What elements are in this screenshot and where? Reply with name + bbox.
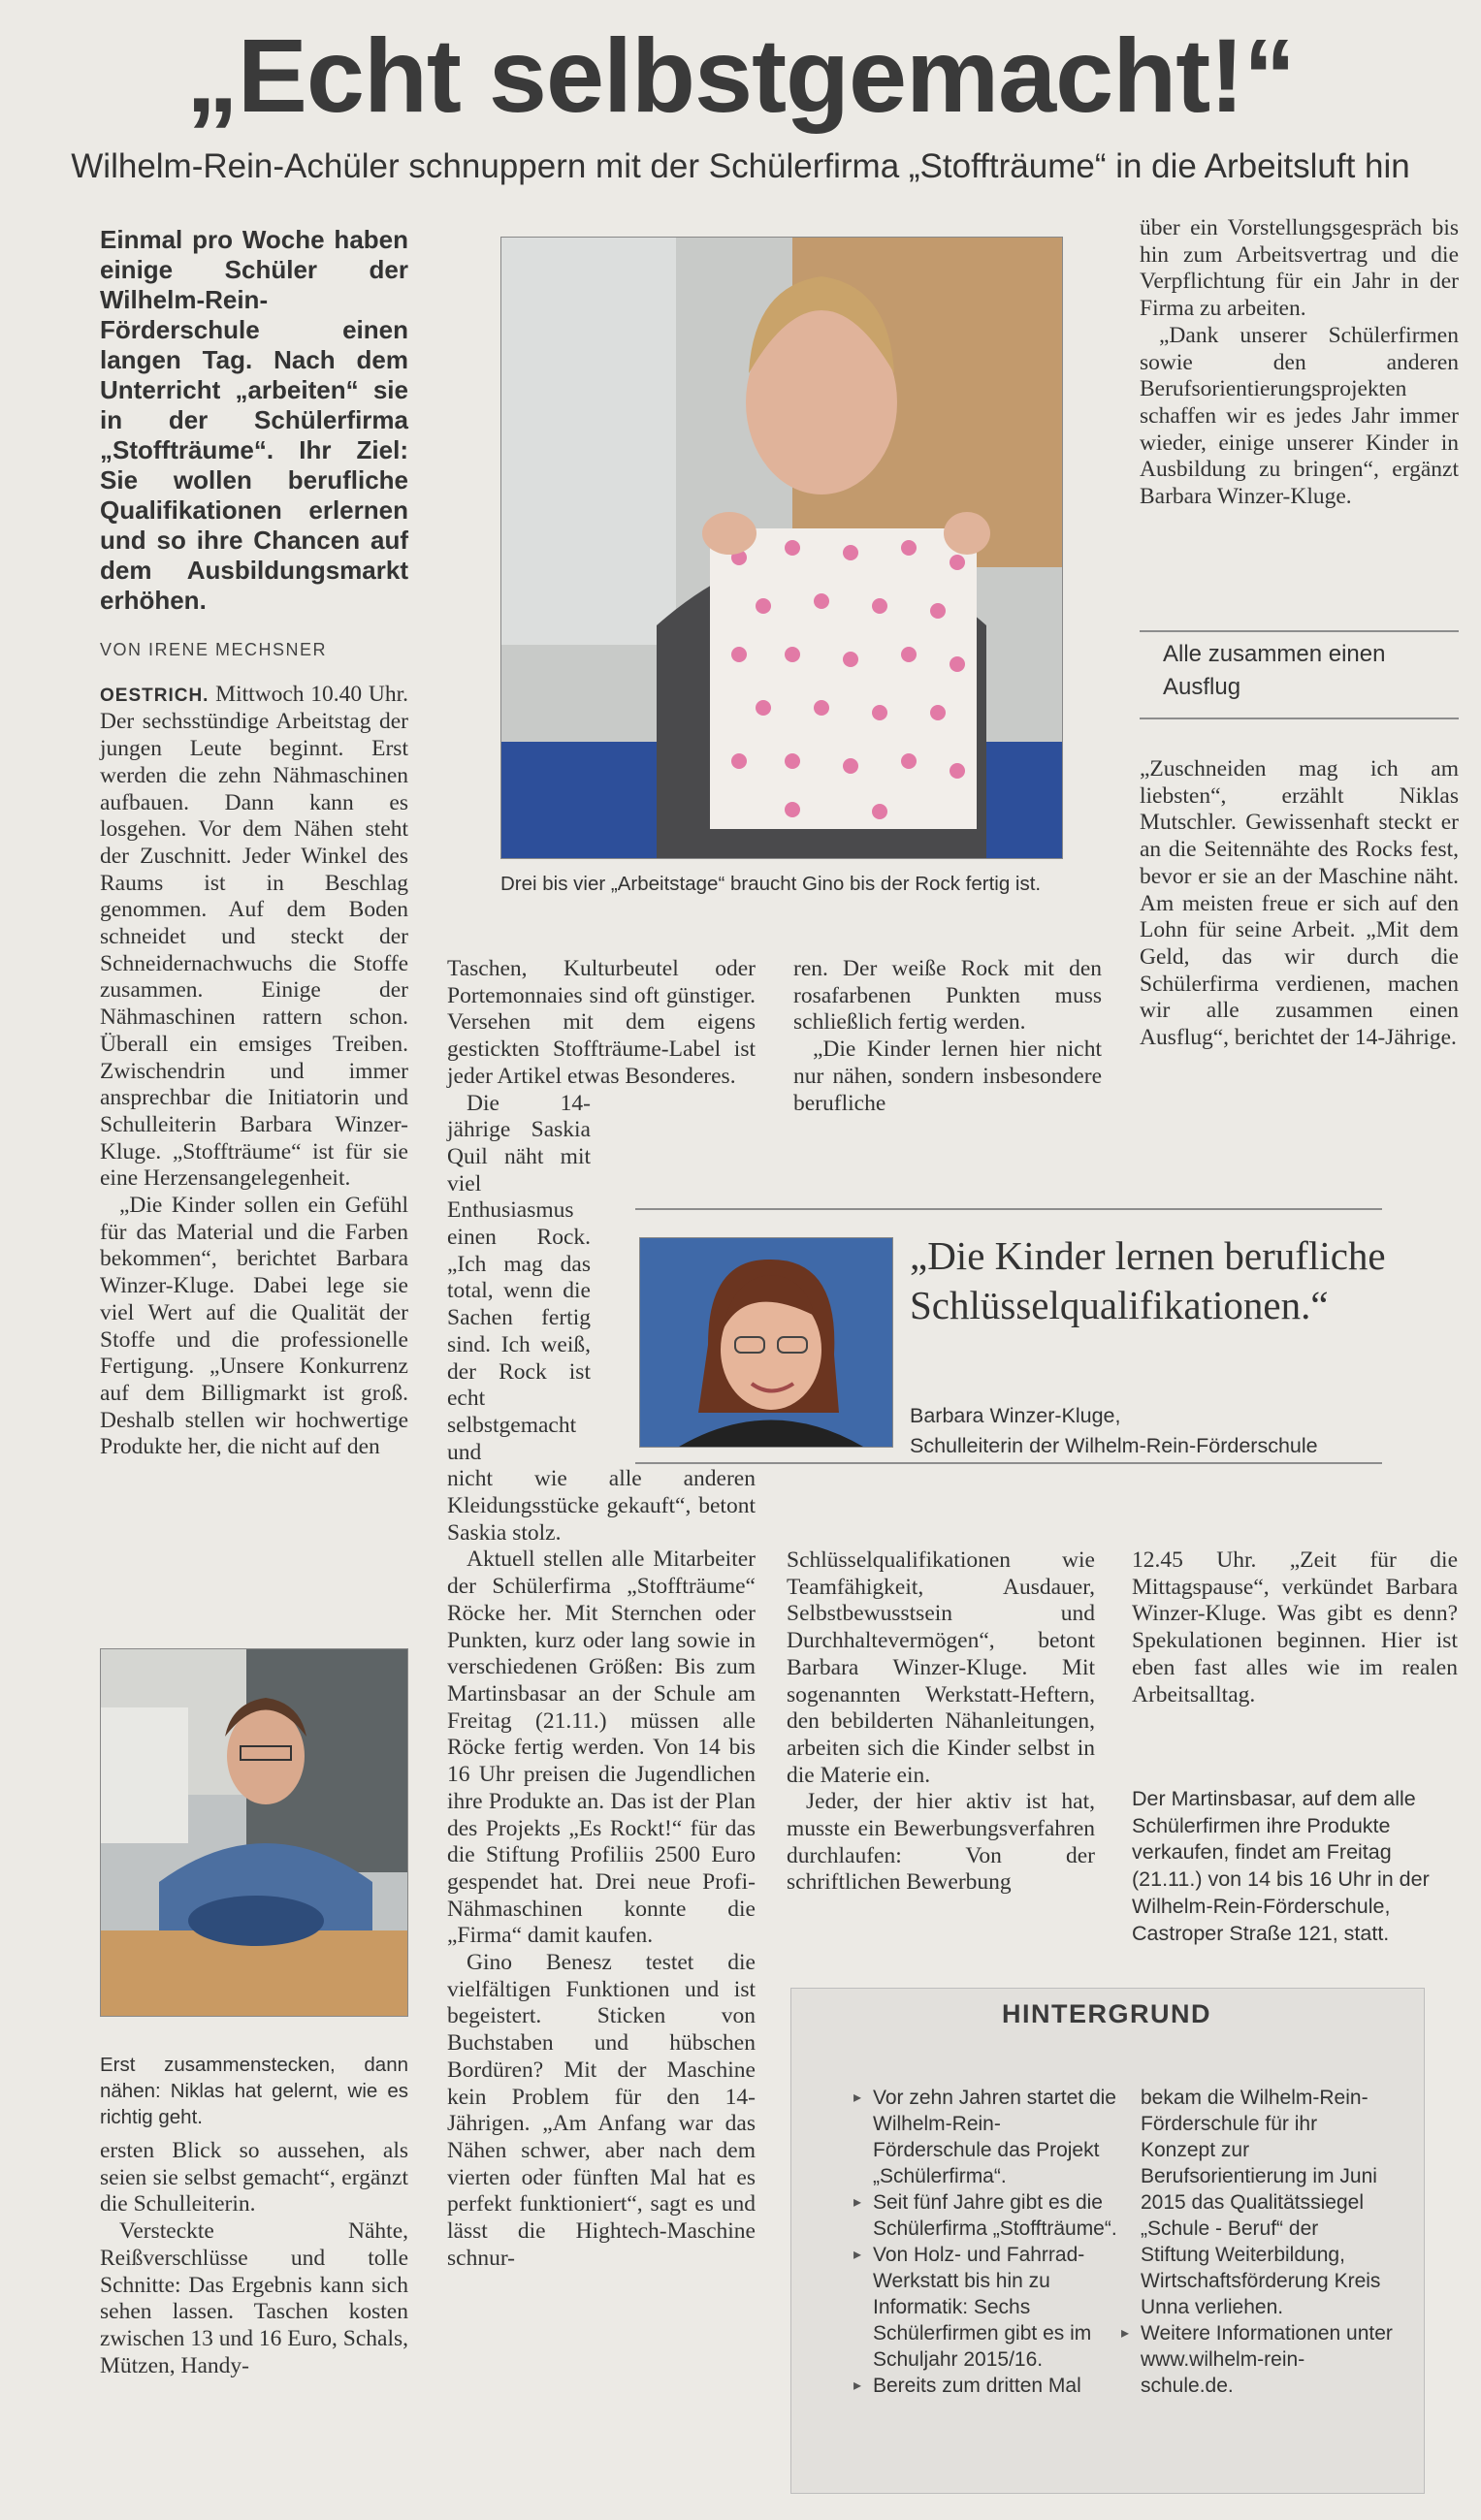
- subhead-ausflug: Alle zusammen einen Ausflug: [1163, 641, 1386, 700]
- box-right-list: [1121, 2320, 1393, 2399]
- quote-name: Barbara Winzer-Kluge,: [910, 1404, 1121, 1427]
- col3-paragraph: ren. Der weiße Rock mit den rosafarbenen Punkten muss schließlich fertig werden.: [793, 956, 1102, 1036]
- subtitle: Wilhelm-Rein-Achüler schnuppern mit der Schülerfirma „Stoffträume“ in die Arbeitsluft hin: [71, 147, 1410, 185]
- headline: „Echt selbstgemacht!“: [185, 16, 1296, 134]
- lead-paragraph: Einmal pro Woche haben einige Schüler der Wilhelm-Rein-Förderschule einen langen Tag. Nach dem Unterricht „arbeiten“ sie in der Schülerfirma „Stoffträume“. Ihr Ziel: Sie wollen berufliche Qualifikationen erlernen und so ihre Chancen auf dem Ausbildungsmarkt erhöhen.: [100, 225, 408, 615]
- subhead-top-rule: [1140, 630, 1459, 632]
- subhead-bottom-rule: [1140, 718, 1459, 719]
- box-bullet-item: ▸ Von Holz- und Fahrrad-Werkstatt bis hin zu Informatik: Sechs Schülerfirmen gibt es im Schuljahr 2015/16.: [853, 2242, 1117, 2373]
- col2-paragraph: nicht wie alle anderen Kleidungsstücke gekauft“, betont Saskia stolz.: [447, 1466, 756, 1546]
- box-right-text: bekam die Wilhelm-Rein-Förderschule für ihr Konzept zur Berufsorientierung im Juni 2015 das Qualitätssiegel „Schule - Beruf“ der Stiftung Weiterbildung, Wirtschaftsförderung Kreis Unna verliehen.: [1141, 2087, 1381, 2318]
- col4-paragraph: 12.45 Uhr. „Zeit für die Mittagspause“, verkündet Barbara Winzer-Kluge. Was gibt es denn? Spekulationen beginnen. Hier ist eben fast alles wie im realen Arbeitsalltag.: [1132, 1547, 1458, 1707]
- dateline: OESTRICH.: [100, 685, 209, 706]
- column-4-lower: [1132, 1547, 1458, 1708]
- col4-paragraph: „Dank unserer Schülerfirmen sowie den anderen Berufsorientierungsprojekten schaffen wir es jedes Jahr immer wieder, einige unserer Kinder in Ausbildung zu bringen“, ergänzt Barbara Winzer-Kluge.: [1140, 322, 1459, 510]
- caption-niklas: Erst zusammenstecken, dann nähen: Niklas hat gelernt, wie es richtig geht.: [100, 2054, 408, 2128]
- column-4-middle: [1140, 756, 1459, 1052]
- col4-paragraph: über ein Vorstellungsgespräch bis hin zum Arbeitsvertrag und die Verpflichtung für ein Jahr in der Firma zu arbeiten.: [1140, 215, 1459, 322]
- box-bullet-item: ▸ Weitere Informationen unter www.wilhelm-rein-schule.de.: [1121, 2320, 1393, 2399]
- column-4: [1140, 215, 1459, 511]
- column-1-continued: [100, 2138, 408, 2379]
- box-bullet-item: ▸ Bereits zum dritten Mal: [853, 2373, 1117, 2399]
- box-bullet-list: [853, 2085, 1117, 2399]
- col1-paragraph: Versteckte Nähte, Reißverschlüsse und tolle Schnitte: Das Ergebnis kann sich sehen lassen. Taschen kosten zwischen 13 und 16 Euro, Schals, Mützen, Handy-: [100, 2218, 408, 2378]
- column-3-continued: [787, 1547, 1095, 1897]
- quote-role: Schulleiterin der Wilhelm-Rein-Förderschule: [910, 1434, 1318, 1457]
- col2-paragraph: Gino Benesz testet die vielfältigen Funktionen und ist begeistert. Sticken von Buchstaben und hübschen Bordüren? Mit der Maschine kein Problem für den 14-Jährigen. „Am Anfang war das Nähen schwer, aber nach dem vierten oder fünften Mal hat es perfekt funktioniert“, sagt es und lässt die Hightech-Maschine schnur-: [447, 1950, 756, 2271]
- col1-paragraph: „Die Kinder sollen ein Gefühl für das Material und die Farben bekommen“, berichtet Barbara Winzer-Kluge. Dabei lege sie viel Wert auf die Qualität der Stoffe und die professionelle Fertigung. „Unsere Konkurrenz auf dem Billigmarkt ist groß. Deshalb stellen wir hochwertige Produkte her, die nicht auf den: [100, 1193, 408, 1460]
- column-1: [100, 225, 408, 1461]
- col2-paragraph: Aktuell stellen alle Mitarbeiter der Schülerfirma „Stoffträume“ Röcke her. Mit Sternchen oder Punkten, kurz oder lang sowie in verschiedenen Größen: Bis zum Martinsbasar an der Schule am Freitag (21.11.) müssen alle Röcke fertig werden. Von 14 bis 16 Uhr preisen die Jugendlichen ihre Produkte an. Das ist der Plan des Projekts „Es Rockt!“ für das die Stiftung Profiliis 2500 Euro gespendet hat. Drei neue Profi-Nähmaschinen konnte die „Firma“ damit kaufen.: [447, 1547, 756, 1949]
- pull-quote: „Die Kinder lernen berufliche Schlüsselqualifikationen.“: [910, 1233, 1386, 1327]
- caption-gino: Drei bis vier „Arbeitstage“ braucht Gino bis der Rock fertig ist.: [500, 873, 1042, 895]
- box-title: HINTERGRUND: [1002, 1999, 1211, 2028]
- box-bullet-item: ▸ Vor zehn Jahren startet die Wilhelm-Rein-Förderschule das Projekt „Schülerfirma“.: [853, 2085, 1117, 2189]
- photo-niklas: [100, 1648, 408, 2017]
- box-bullet-item: ▸ Seit fünf Jahre gibt es die Schülerfirma „Stoffträume“.: [853, 2189, 1117, 2242]
- col1-paragraph: ersten Blick so aussehen, als seien sie selbst gemacht“, ergänzt die Schulleiterin.: [100, 2138, 408, 2217]
- column-2: [447, 956, 756, 2272]
- col1-paragraph: OESTRICH. Mittwoch 10.40 Uhr. Der sechsstündige Arbeitstag der jungen Leute beginnt. Erst werden die zehn Nähmaschinen aufbauen. Dann kann es losgehen. Vor dem Nähen steht der Zuschnitt. Jeder Winkel des Raums ist in Beschlag genommen. Auf dem Boden schneidet und steckt der Schneidernachwuchs die Stoffe zusammen. Einige der Nähmaschinen rattern schon. Überall ein emsiges Treiben. Zwischendrin und immer ansprechbar die Initiatorin und Schulleiterin Barbara Winzer-Kluge. „Stoffträume“ ist für sie eine Herzensangelegenheit.: [100, 681, 408, 1192]
- quote-bottom-rule: [635, 1462, 1382, 1464]
- col4-paragraph: Der Martinsbasar, auf dem alle Schülerfirmen ihre Produkte verkaufen, findet am Freitag (21.11.) von 14 bis 16 Uhr in der Wilhelm-Rein-Förderschule, Castroper Straße 121, statt.: [1132, 1787, 1430, 1945]
- col4-paragraph: „Zuschneiden mag ich am liebsten“, erzählt Niklas Mutschler. Gewissenhaft steckt er an die Seitennähte des Rocks fest, bevor er sie an der Maschine näht. Am meisten freue er sich auf den Lohn für seine Arbeit. „Mit dem Geld, das wir durch die Schülerfirma verdienen, machen wir alle zusammen einen Ausflug“, berichtet der 14-Jährige.: [1140, 756, 1459, 1051]
- box-left-column: [853, 2085, 1117, 2399]
- col3-paragraph: „Die Kinder lernen hier nicht nur nähen, sondern insbesondere berufliche: [793, 1037, 1102, 1116]
- column-4-info: [1132, 1786, 1458, 1947]
- byline: VON IRENE MECHSNER: [100, 640, 328, 659]
- box-right-column: [1141, 2085, 1393, 2399]
- photo-gino: [500, 237, 1063, 859]
- quote-top-rule: [635, 1208, 1382, 1210]
- quote-attribution: [910, 1401, 1395, 1461]
- col2-paragraph: Taschen, Kulturbeutel oder Portemonnaies sind oft günstiger. Versehen mit dem eigens gestickten Stoffträume-Label ist jeder Artikel etwas Besonderes.: [447, 956, 756, 1089]
- photo-barbara-winzer-kluge: [639, 1237, 893, 1448]
- column-3: [793, 956, 1102, 1117]
- col3-paragraph: Schlüsselqualifikationen wie Teamfähigkeit, Ausdauer, Selbstbewusstsein und Durchhaltevermögen“, betont Barbara Winzer-Kluge. Mit sogenannten Werkstatt-Heftern, den bebilderten Nähanleitungen, arbeiten sich die Kinder selbst in die Materie ein.: [787, 1547, 1095, 1788]
- col3-paragraph: Jeder, der hier aktiv ist hat, musste ein Bewerbungsverfahren durchlaufen: Von der schriftlichen Bewerbung: [787, 1789, 1095, 1896]
- col2-paragraph: Die 14-jährige Saskia Quil näht mit viel Enthusiasmus einen Rock. „Ich mag das total, wenn die Sachen fertig sind. Ich weiß, der Rock ist echt selbstgemacht und: [447, 1090, 591, 1465]
